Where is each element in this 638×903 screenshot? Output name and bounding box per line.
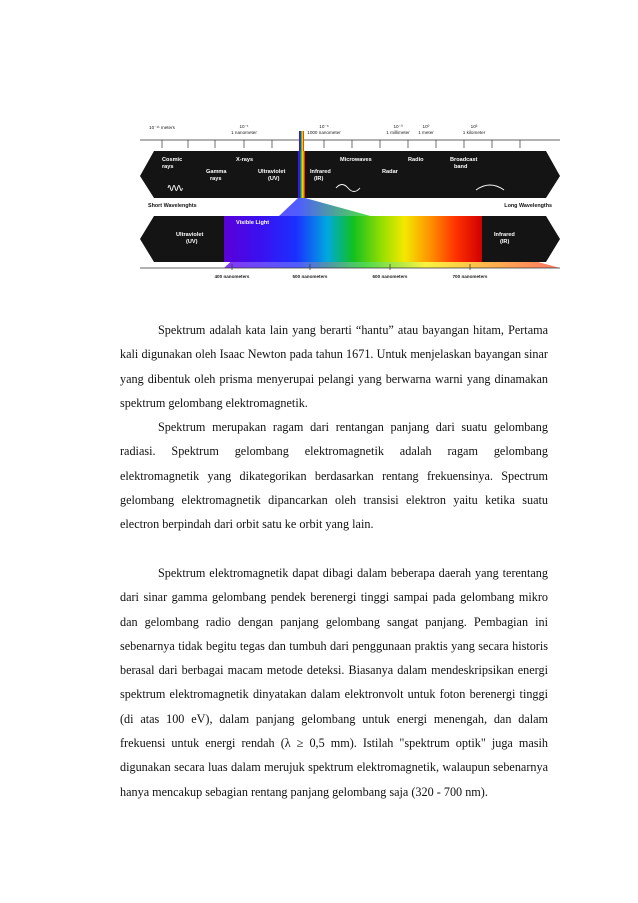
scale-label-5-unit: 1 meter bbox=[418, 130, 434, 135]
label-radar: Radar bbox=[382, 169, 398, 175]
label-cosmic-rays-1: Cosmic bbox=[162, 157, 183, 163]
scale-ticks bbox=[162, 140, 520, 148]
paragraph-2: Spektrum merupakan ragam dari rentangan panjang dari suatu gelombang radiasi. Spektrum gelombang elektromagnetik adalah ragam gelombang elektromagnetik yang dikategorikan berdasarkan rentang frekuensinya. Spectrum gelombang elektromagnetik dipancarkan oleh transisi elektron yaitu ketika suatu electron berpindah dari orbit satu ke orbit yang lain. bbox=[120, 420, 548, 532]
scale-label-2-unit: 1 nanometer bbox=[231, 130, 257, 135]
short-wavelengths-label: Short Wavelenghts bbox=[148, 203, 197, 209]
paragraph-1: Spektrum adalah kata lain yang berarti “hantu” atau bayangan hitam, Pertama kali digunakan oleh Isaac Newton pada tahun 1671. Untuk menjelaskan bayangan sinar yang dibentuk oleh prisma menyerupai pelangi yang berwarna warni yang dinamakan spektrum gelombang elektromagnetik. bbox=[120, 323, 548, 410]
body-text bbox=[120, 318, 548, 804]
label-broadcast-1: Broadcast bbox=[450, 157, 478, 163]
visible-marker bbox=[299, 131, 304, 153]
spectrum-diagram bbox=[140, 118, 560, 286]
label-ir-2: (IR) bbox=[314, 176, 324, 182]
long-wavelengths-label: Long Wavelengths bbox=[504, 203, 552, 209]
bottom-uv-label-2: (UV) bbox=[186, 239, 198, 245]
bottom-ir-label-1: Infrared bbox=[494, 232, 515, 238]
scale-label-5-exp: 10⁰ bbox=[422, 124, 430, 129]
scale-label-3-exp: 10⁻⁶ bbox=[319, 124, 329, 129]
bottom-ir-label-2: (IR) bbox=[500, 239, 510, 245]
bottom-uv-label-1: Ultraviolet bbox=[176, 232, 204, 238]
scale-label-6-unit: 1 kilometer bbox=[462, 130, 486, 135]
visible-strip bbox=[298, 151, 305, 198]
label-uv-2: (UV) bbox=[268, 176, 280, 182]
label-600nm: 600 nanometers bbox=[372, 274, 408, 279]
label-ir-1: Infrared bbox=[310, 169, 331, 175]
scale-label-2-exp: 10⁻¹ bbox=[239, 124, 249, 129]
scale-label-3-unit: 1000 nanometer bbox=[307, 130, 341, 135]
label-radio: Radio bbox=[408, 157, 424, 163]
label-uv-1: Ultraviolet bbox=[258, 169, 286, 175]
scale-label-1: 10⁻¹¹ meters bbox=[149, 125, 175, 130]
label-500nm: 500 nanometers bbox=[292, 274, 328, 279]
label-gamma-rays-2: rays bbox=[210, 176, 222, 182]
label-cosmic-rays-2: rays bbox=[162, 164, 174, 170]
label-700nm: 700 nanometers bbox=[452, 274, 488, 279]
label-broadcast-2: band bbox=[454, 164, 468, 170]
label-gamma-rays-1: Gamma bbox=[206, 169, 227, 175]
label-xrays: X-rays bbox=[236, 157, 254, 163]
scale-label-6-exp: 10³ bbox=[470, 124, 478, 129]
scale-label-4-exp: 10⁻³ bbox=[393, 124, 403, 129]
label-400nm: 400 nanometers bbox=[214, 274, 250, 279]
scale-label-4-unit: 1 millimeter bbox=[386, 130, 410, 135]
visible-light-label: Visible Light bbox=[236, 220, 270, 226]
electromagnetic-spectrum-figure bbox=[140, 118, 560, 286]
paragraph-3: Spektrum elektromagnetik dapat dibagi dalam beberapa daerah yang terentang dari sinar gamma gelombang pendek berenergi tinggi sampai pada gelombang mikro dan gelombang radio dengan panjang gelombang sangat panjang. Pembagian ini sebenarnya tidak begitu tegas dan tumbuh dari penggunaan praktis yang secara historis berasal dari berbagai macam metode deteksi. Biasanya dalam mendeskripsikan energi spektrum elektromagnetik dinyatakan dalam elektronvolt untuk foton berenergi tinggi (di atas 100 eV), dalam panjang gelombang untuk energi menengah, dan dalam frekuensi untuk energi rendah (λ ≥ 0,5 mm). Istilah "spektrum optik" juga masih digunakan secara luas dalam merujuk spektrum elektromagnetik, walaupun sebenarnya hanya mencakup sebagian rentang panjang gelombang saja (320 - 700 nm). bbox=[120, 565, 548, 799]
label-microwaves: Microwaves bbox=[340, 157, 372, 163]
